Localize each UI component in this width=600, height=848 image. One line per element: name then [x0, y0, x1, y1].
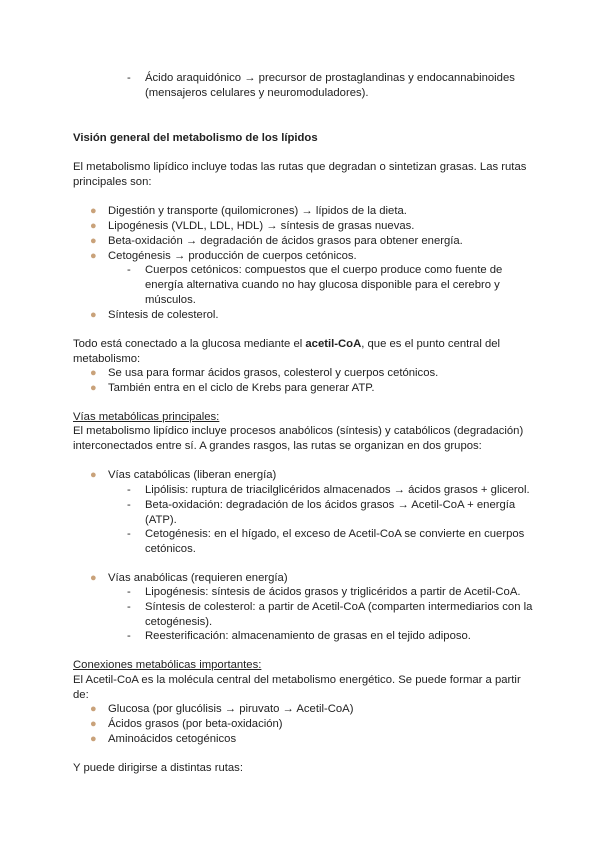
bullet-marker: ●	[90, 469, 97, 481]
list-item-text: Cuerpos cetónicos: compuestos que el cuerpo produce como fuente de energía alternativa cuando no hay glucosa disponible para el cerebro y músculos.	[145, 264, 503, 306]
paragraph: El metabolismo lipídico incluye procesos anabólicos (síntesis) y catabólicos (degradación) interconectados entre sí. A grandes rasgos, las rutas se organizan en dos grupos:	[73, 425, 524, 452]
dash-marker: -	[127, 499, 131, 511]
dash-marker: -	[127, 586, 131, 598]
section-title: Vías metabólicas principales:	[73, 411, 220, 423]
bullet-marker: ●	[90, 733, 97, 745]
dash-marker: -	[127, 528, 131, 540]
dash-marker: -	[127, 264, 131, 276]
dash-marker: -	[127, 601, 131, 613]
list-item-text: Cetogénesis: en el hígado, el exceso de Acetil-CoA se convierte en cuerpos cetónicos.	[145, 528, 525, 555]
bullet-marker: ●	[90, 572, 97, 584]
bullet-marker: ●	[90, 367, 97, 379]
paragraph: El Acetil-CoA es la molécula central del metabolismo energético. Se puede formar a partir de:	[73, 674, 521, 701]
keyword-acetil-coa: acetil-CoA	[305, 338, 362, 350]
bullet-marker: ●	[90, 703, 97, 715]
dash-marker: -	[127, 72, 131, 84]
bullet-marker: ●	[90, 309, 97, 321]
list-item-text: Beta-oxidación: degradación de los ácidos grasos → Acetil-CoA + energía (ATP).	[145, 499, 516, 526]
bullet-marker: ●	[90, 220, 97, 232]
section-title: Conexiones metabólicas importantes:	[73, 659, 262, 671]
paragraph: Todo está conectado a la glucosa mediante el acetil-CoA, que es el punto central del metabolismo:	[73, 338, 501, 365]
bullet-marker: ●	[90, 382, 97, 394]
bullet-marker: ●	[90, 235, 97, 247]
list-item-text: Síntesis de colesterol: a partir de Acetil-CoA (comparten intermediarios con la cetogénesis).	[145, 601, 533, 628]
bullet-marker: ●	[90, 718, 97, 730]
section-title: Visión general del metabolismo de los lípidos	[73, 132, 318, 144]
document-page: - Ácido araquidónico → precursor de prostaglandinas y endocannabinoides (mensajeros celulares y neuromoduladores). Visión general del metabolismo de los lípidos El metabolismo lipídico incluye todas las rutas que degradan o sintetizan grasas. Las rutas principales son: ● Digestión y transporte (quilomicrones) → lípidos de la dieta. ● Lipogénesis (VLDL, LDL, HDL) → síntesis de grasas nuevas. ● Beta-oxidación → degradación de ácidos grasos para obtener energía. ● Cetogénesis → producción de cuerpos cetónicos. - Cuerpos cetónicos: compuestos que el cuerpo produce como fuente de energía alternativa cuando no hay glucosa disponible para el cerebro y músculos. ● Síntesis de colesterol. Todo está conectado a la glucosa mediante el acetil-CoA, que es el punto central del metabolismo: ● Se usa para formar ácidos grasos, colesterol y cuerpos cetónicos. ● También entra en el ciclo de Krebs para generar ATP. Vías metabólicas principales: El metabolismo lipídico incluye procesos anabólicos (síntesis) y catabólicos (degradación) interconectados entre sí. A grandes rasgos, las rutas se organizan en dos grupos: ● Vías catabólicas (liberan energía) - Lipólisis: ruptura de triacilglicéridos almacenados → ácidos grasos + glicerol. - Beta-oxidación: degradación de los ácidos grasos → Acetil-CoA + energía (ATP). - Cetogénesis: en el hígado, el exceso de Acetil-CoA se convierte en cuerpos cetónicos. ● Vías anabólicas (requieren energía) - Lipogénesis: síntesis de ácidos grasos y triglicéridos a partir de Acetil-CoA. - Síntesis de colesterol: a partir de Acetil-CoA (comparten intermediarios con la cetogénesis). - Reesterificación: almacenamiento de grasas en el tejido adiposo. Conexiones metabólicas importantes: El Acetil-CoA es la molécula central del metabolismo energético. Se puede formar a partir de: ● Glucosa (por glucólisis → piruvato → Acetil-CoA) ● Ácidos grasos (por beta-oxidación) ● Aminoácidos cetogénicos Y puede dirigirse a distintas rutas:	[0, 0, 600, 848]
bullet-marker: ●	[90, 250, 97, 262]
list-item-text: Ácido araquidónico → precursor de prostaglandinas y endocannabinoides (mensajeros celulares y neuromoduladores).	[145, 72, 515, 99]
paragraph: El metabolismo lipídico incluye todas las rutas que degradan o sintetizan grasas. Las rutas principales son:	[73, 161, 527, 188]
paragraph: Y puede dirigirse a distintas rutas:	[73, 762, 243, 774]
dash-marker: -	[127, 484, 131, 496]
bullet-marker: ●	[90, 205, 97, 217]
dash-marker: -	[127, 630, 131, 642]
